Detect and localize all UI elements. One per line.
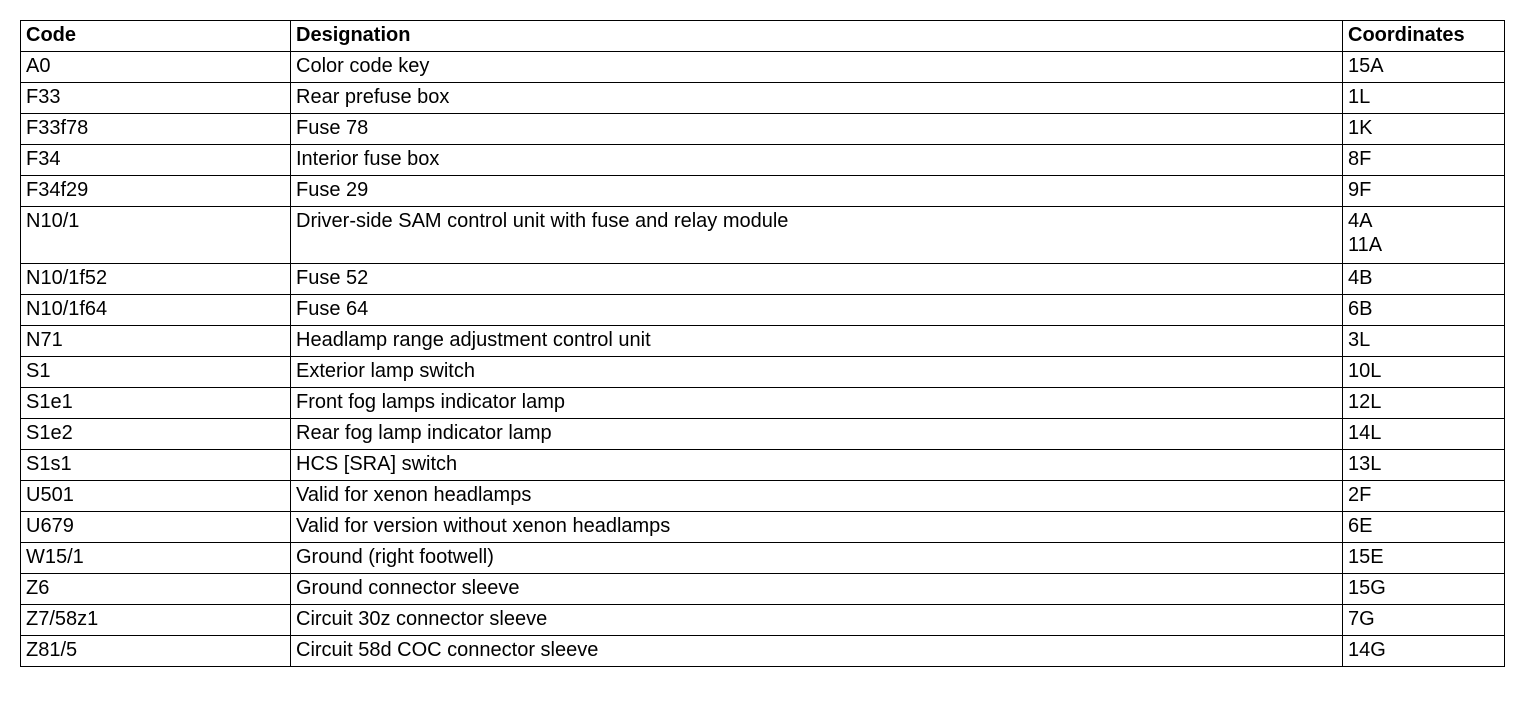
coordinate-value: 11A <box>1348 234 1383 256</box>
cell-coordinates <box>1343 295 1505 326</box>
cell-coordinates <box>1343 52 1505 83</box>
cell-coordinates <box>1343 176 1505 207</box>
table-row <box>21 326 1505 357</box>
cell-code: A0 <box>21 52 291 83</box>
table-body <box>21 52 1505 667</box>
cell-code: Z81/5 <box>21 636 291 667</box>
cell-designation: Driver-side SAM control unit with fuse and relay module <box>291 207 1343 264</box>
cell-coordinates <box>1343 419 1505 450</box>
cell-designation: Exterior lamp switch <box>291 357 1343 388</box>
table-row <box>21 450 1505 481</box>
table-row <box>21 114 1505 145</box>
table-row <box>21 388 1505 419</box>
cell-coordinates <box>1343 543 1505 574</box>
coordinate-value: 4A <box>1348 210 1373 232</box>
table-row <box>21 543 1505 574</box>
coordinate-value: 10L <box>1348 360 1382 382</box>
cell-designation: Headlamp range adjustment control unit <box>291 326 1343 357</box>
cell-designation: Ground (right footwell) <box>291 543 1343 574</box>
coordinate-value: 12L <box>1348 391 1382 413</box>
cell-code: Z7/58z1 <box>21 605 291 636</box>
cell-code: U679 <box>21 512 291 543</box>
cell-designation: Valid for xenon headlamps <box>291 481 1343 512</box>
cell-designation: Circuit 58d COC connector sleeve <box>291 636 1343 667</box>
cell-coordinates <box>1343 264 1505 295</box>
cell-coordinates <box>1343 357 1505 388</box>
coordinate-value: 15A <box>1348 55 1384 77</box>
cell-code: F34f29 <box>21 176 291 207</box>
table-row <box>21 512 1505 543</box>
cell-coordinates <box>1343 450 1505 481</box>
cell-coordinates <box>1343 207 1505 264</box>
cell-designation: Fuse 64 <box>291 295 1343 326</box>
table-row <box>21 145 1505 176</box>
table-row <box>21 176 1505 207</box>
table-row <box>21 207 1505 264</box>
table-row <box>21 636 1505 667</box>
cell-designation: Fuse 29 <box>291 176 1343 207</box>
header-code: Code <box>21 21 291 52</box>
coordinate-value: 1K <box>1348 117 1373 139</box>
coordinate-value: 15E <box>1348 546 1384 568</box>
cell-coordinates <box>1343 83 1505 114</box>
legend-table <box>20 20 1505 667</box>
header-coordinates: Coordinates <box>1343 21 1505 52</box>
cell-coordinates <box>1343 114 1505 145</box>
cell-designation: Rear fog lamp indicator lamp <box>291 419 1343 450</box>
header-designation: Designation <box>291 21 1343 52</box>
coordinate-value: 1L <box>1348 86 1371 108</box>
cell-code: U501 <box>21 481 291 512</box>
coordinate-value: 7G <box>1348 608 1375 630</box>
cell-designation: Valid for version without xenon headlamps <box>291 512 1343 543</box>
coordinate-value: 14G <box>1348 639 1386 661</box>
cell-code: F34 <box>21 145 291 176</box>
cell-designation: Fuse 52 <box>291 264 1343 295</box>
cell-designation: Ground connector sleeve <box>291 574 1343 605</box>
cell-code: Z6 <box>21 574 291 605</box>
coordinate-value: 15G <box>1348 577 1386 599</box>
cell-coordinates <box>1343 636 1505 667</box>
cell-designation: Color code key <box>291 52 1343 83</box>
header-row <box>21 21 1505 52</box>
cell-designation: Fuse 78 <box>291 114 1343 145</box>
cell-code: S1 <box>21 357 291 388</box>
cell-code: F33 <box>21 83 291 114</box>
coordinate-value: 3L <box>1348 329 1371 351</box>
cell-designation: Interior fuse box <box>291 145 1343 176</box>
cell-code: N10/1f64 <box>21 295 291 326</box>
cell-coordinates <box>1343 481 1505 512</box>
table-row <box>21 419 1505 450</box>
table-row <box>21 295 1505 326</box>
cell-coordinates <box>1343 145 1505 176</box>
cell-designation: Rear prefuse box <box>291 83 1343 114</box>
cell-code: S1e2 <box>21 419 291 450</box>
coordinate-value: 6E <box>1348 515 1373 537</box>
table-row <box>21 83 1505 114</box>
cell-coordinates <box>1343 326 1505 357</box>
table-header <box>21 21 1505 52</box>
table-row <box>21 357 1505 388</box>
table-row <box>21 52 1505 83</box>
cell-code: S1e1 <box>21 388 291 419</box>
coordinate-value: 4B <box>1348 267 1373 289</box>
coordinate-value: 14L <box>1348 422 1382 444</box>
cell-designation: Front fog lamps indicator lamp <box>291 388 1343 419</box>
coordinate-value: 9F <box>1348 179 1372 201</box>
cell-code: N71 <box>21 326 291 357</box>
coordinate-value: 8F <box>1348 148 1372 170</box>
cell-code: N10/1 <box>21 207 291 264</box>
cell-coordinates <box>1343 388 1505 419</box>
cell-designation: Circuit 30z connector sleeve <box>291 605 1343 636</box>
table-row <box>21 481 1505 512</box>
cell-code: W15/1 <box>21 543 291 574</box>
coordinate-value: 2F <box>1348 484 1372 506</box>
table-row <box>21 264 1505 295</box>
cell-coordinates <box>1343 512 1505 543</box>
coordinate-value: 6B <box>1348 298 1373 320</box>
table-row <box>21 574 1505 605</box>
table-row <box>21 605 1505 636</box>
cell-coordinates <box>1343 605 1505 636</box>
cell-designation: HCS [SRA] switch <box>291 450 1343 481</box>
cell-code: N10/1f52 <box>21 264 291 295</box>
cell-code: F33f78 <box>21 114 291 145</box>
coordinate-value: 13L <box>1348 453 1382 475</box>
cell-coordinates <box>1343 574 1505 605</box>
cell-code: S1s1 <box>21 450 291 481</box>
